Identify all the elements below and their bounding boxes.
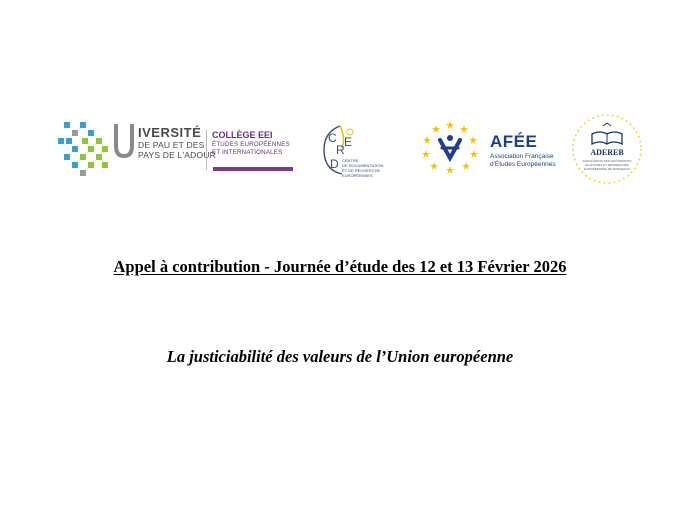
college-eei-logo bbox=[206, 130, 298, 170]
svg-text:R: R bbox=[336, 143, 345, 157]
uppa-name-line3: PAYS DE L'ADOUR bbox=[138, 150, 216, 160]
svg-text:D: D bbox=[330, 157, 339, 171]
uppa-pixel-grid-icon bbox=[58, 120, 118, 176]
cdre-caption2: DE DOCUMENTATION bbox=[342, 163, 384, 168]
college-eei-line2: ÉTUDES EUROPÉENNES bbox=[212, 141, 290, 148]
afee-line1: Association Française bbox=[490, 153, 554, 160]
adereb-subtitle: ASSOCIATION DES DOCTORANTS EN ÉTUDES ET RECHERCHES EUROPÉENNES DE BORDEAUX bbox=[582, 159, 632, 171]
uppa-name-line1: IVERSITÉ bbox=[138, 125, 202, 140]
college-eei-line3: ET INTERNATIONALES bbox=[212, 149, 283, 156]
uppa-u-letter-icon bbox=[114, 122, 134, 158]
cdre-caption1: CENTRE bbox=[342, 158, 359, 163]
svg-text:C: C bbox=[328, 131, 337, 145]
afee-line2: d'Études Européennes bbox=[490, 161, 556, 168]
study-day-subtitle: La justiciabilité des valeurs de l’Union européenne bbox=[166, 347, 514, 366]
afee-logo bbox=[422, 118, 562, 176]
college-eei-title: COLLÈGE EEI bbox=[212, 130, 273, 140]
svg-text:E: E bbox=[344, 135, 353, 149]
afee-title: AFÉE bbox=[490, 132, 538, 151]
cdre-logo bbox=[306, 118, 406, 180]
call-for-papers-heading: Appel à contribution - Journée d’étude des 12 et 13 Février 2026 bbox=[113, 257, 567, 276]
adereb-title: ADEREB bbox=[590, 148, 624, 157]
logo-strip bbox=[0, 108, 680, 188]
afee-stars-emblem-icon bbox=[422, 118, 482, 176]
cdre-caption3: ET DE RECHERCHE EUROPÉENNES bbox=[342, 168, 381, 178]
college-eei-bar bbox=[213, 167, 293, 171]
uppa-name-line2: DE PAU ET DES bbox=[138, 140, 205, 150]
adereb-logo bbox=[570, 112, 644, 186]
uppa-logo bbox=[58, 120, 216, 176]
